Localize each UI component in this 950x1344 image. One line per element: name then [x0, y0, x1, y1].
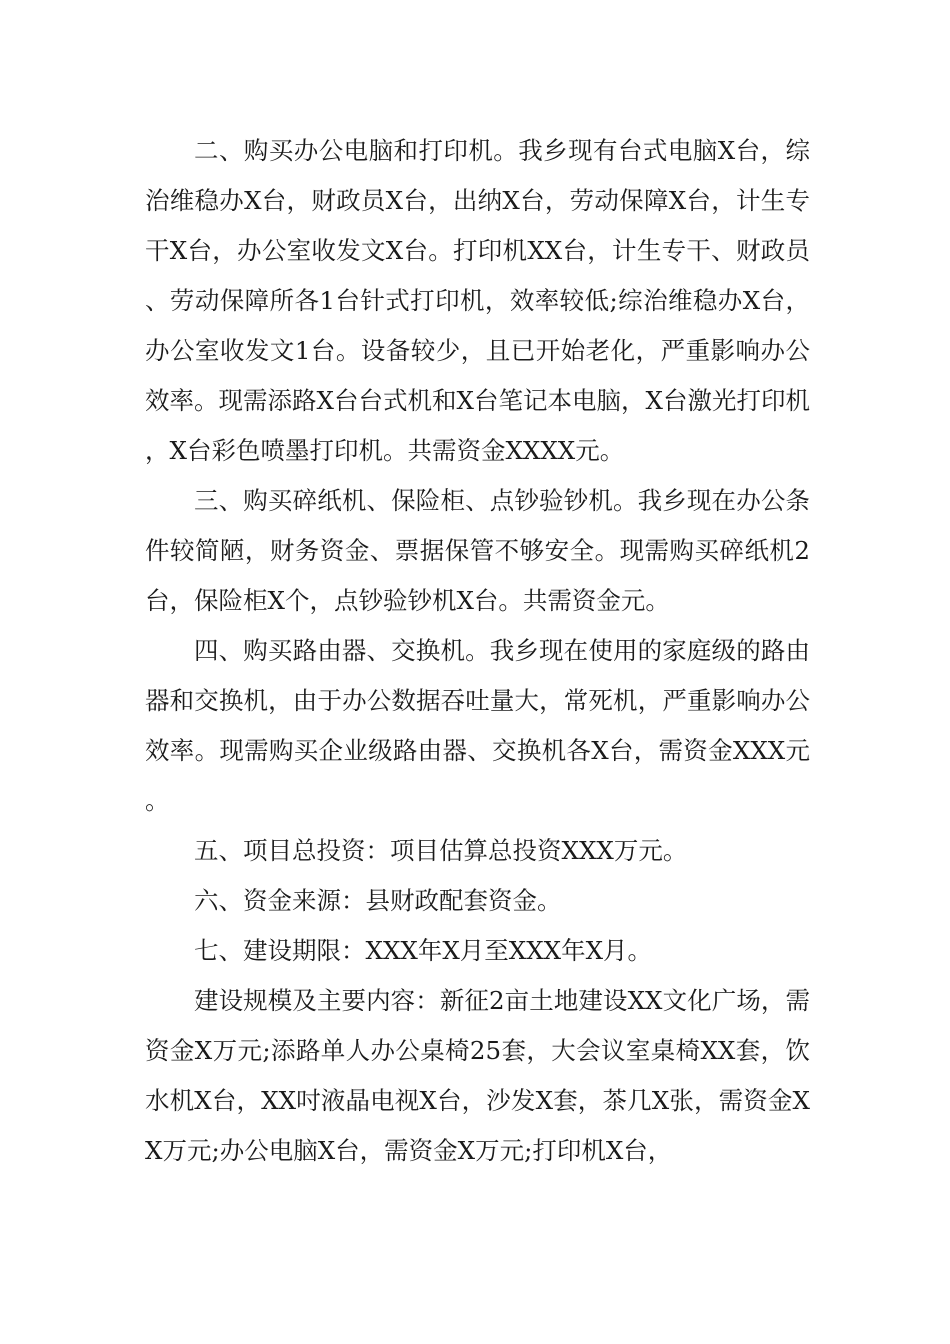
paragraph-computers-printers: 二、购买办公电脑和打印机。我乡现有台式电脑X台，综治维稳办X台，财政员X台，出纳X台，劳动保障X台，计生专干X台，办公室收发文X台。打印机XX台，计生专干、财政员、劳动保障所各1台针式打印机，效率较低;综治维稳办X台，办公室收发文1台。设备较少，且已开始老化，严重影响办公效率。现需添路X台台式机和X台笔记本电脑，X台激光打印机，X台彩色喷墨打印机。共需资金XXXX元。 [145, 136, 810, 465]
paragraph-construction-period: 七、建设期限：XXX年X月至XXX年X月。 [194, 936, 653, 965]
document-body [145, 126, 810, 1176]
paragraph-router-switch: 四、购买路由器、交换机。我乡现在使用的家庭级的路由器和交换机，由于办公数据吞吐量大，常死机，严重影响办公效率。现需购买企业级路由器、交换机各X台，需资金XXX元。 [145, 636, 810, 815]
paragraph-funding-source: 六、资金来源：县财政配套资金。 [194, 886, 562, 915]
paragraph-construction-scale: 建设规模及主要内容：新征2亩土地建设XX文化广场，需资金X万元;添路单人办公桌椅25套，大会议室桌椅XX套，饮水机X台，XX吋液晶电视X台，沙发X套，茶几X张，需资金XX万元;办公电脑X台，需资金X万元;打印机X台， [145, 986, 810, 1165]
paragraph-total-investment: 五、项目总投资：项目估算总投资XXX万元。 [194, 836, 688, 865]
paragraph-shredder-safe: 三、购买碎纸机、保险柜、点钞验钞机。我乡现在办公条件较简陋，财务资金、票据保管不够安全。现需购买碎纸机2台，保险柜X个，点钞验钞机X台。共需资金元。 [145, 486, 810, 615]
